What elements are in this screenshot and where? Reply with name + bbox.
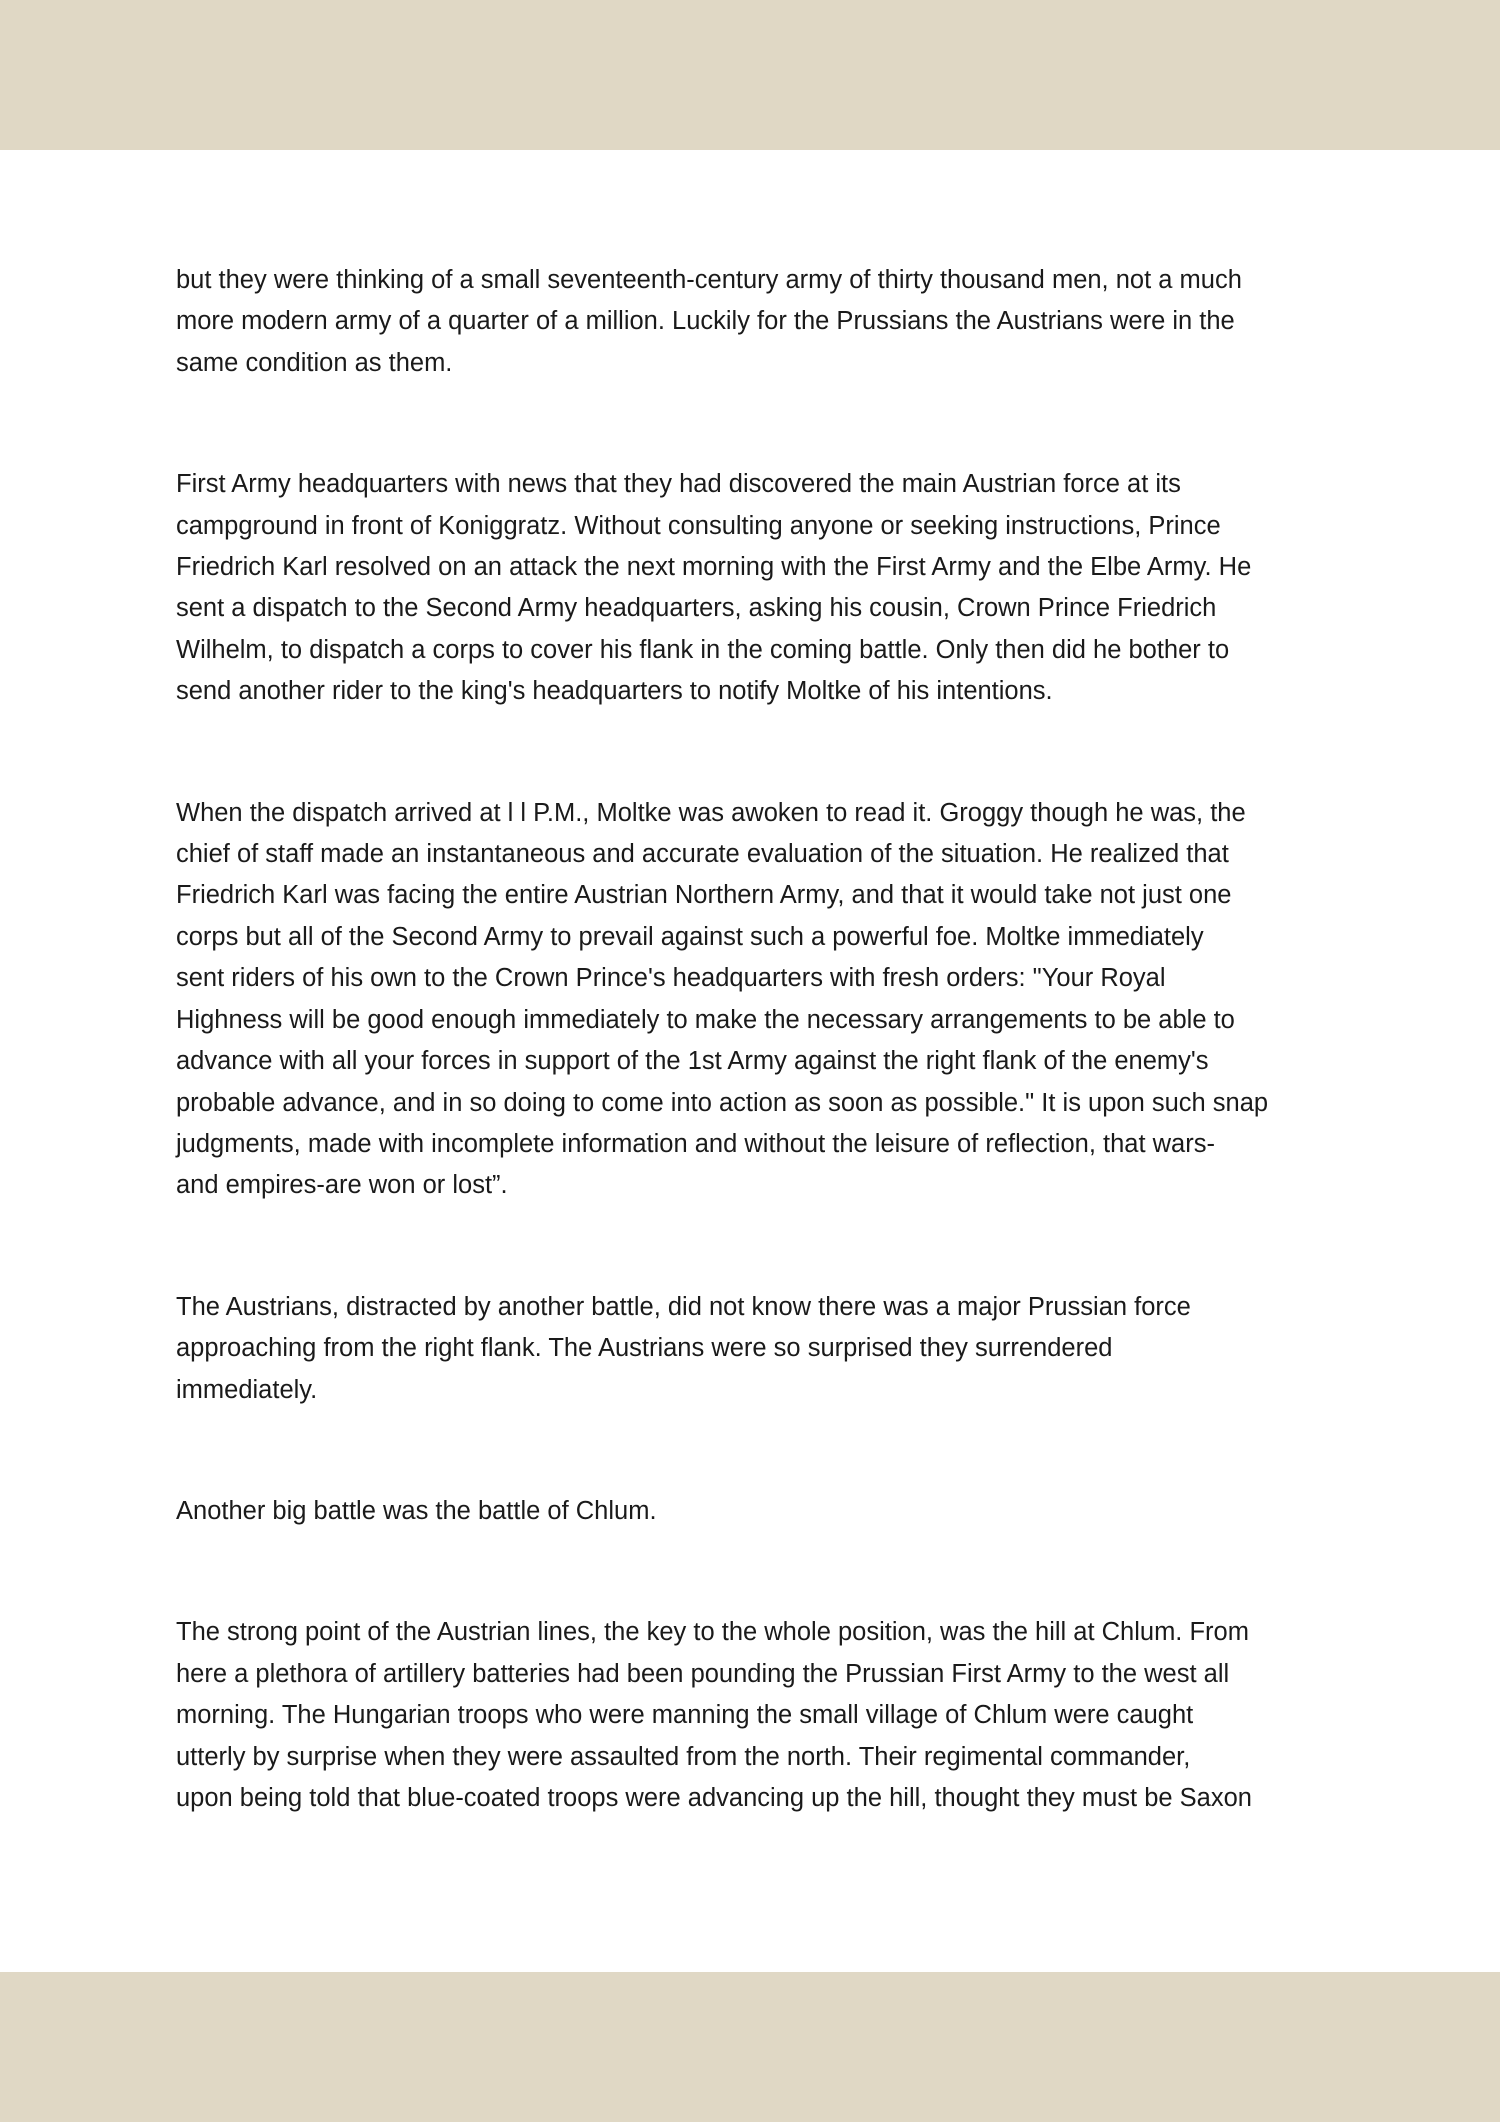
page-footer-band bbox=[0, 1972, 1500, 2122]
paragraph-4: The Austrians, distracted by another battle, did not know there was a major Prussian force approaching from the right flank. The Austrians were so surprised they surrendered immediately. bbox=[176, 1292, 1191, 1404]
document-body bbox=[176, 260, 1336, 1819]
paragraph-3: When the dispatch arrived at l l P.M., Moltke was awoken to read it. Groggy though he was, the chief of staff made an instantaneous and accurate evaluation of the situation. He realized that Friedrich Karl was facing the entire Austrian Northern Army, and that it would take not just one corps but all of the Second Army to prevail against such a powerful foe. Moltke immediately sent riders of his own to the Crown Prince's headquarters with fresh orders: "Your Royal Highness will be good enough immediately to make the necessary arrangements to be able to advance with all your forces in support of the 1st Army against the right flank of the enemy's probable advance, and in so doing to come into action as soon as possible." It is upon such snap judgments, made with incomplete information and without the leisure of reflection, that wars- and empires-are won or lost”. bbox=[176, 798, 1269, 1200]
paragraph-2: First Army headquarters with news that they had discovered the main Austrian force at its campground in front of Koniggratz. Without consulting anyone or seeking instructions, Prince Friedrich Karl resolved on an attack the next morning with the First Army and the Elbe Army. He sent a dispatch to the Second Army headquarters, asking his cousin, Crown Prince Friedrich Wilhelm, to dispatch a corps to cover his flank in the coming battle. Only then did he bother to send another rider to the king's headquarters to notify Moltke of his intentions. bbox=[176, 470, 1252, 706]
page-header-band bbox=[0, 0, 1500, 150]
paragraph-1: but they were thinking of a small seventeenth-century army of thirty thousand men, not a much more modern army of a quarter of a million. Luckily for the Prussians the Austrians were in the same condition as them. bbox=[176, 266, 1242, 377]
paragraph-5: Another big battle was the battle of Chlum. bbox=[176, 1496, 657, 1525]
paragraph-6: The strong point of the Austrian lines, the key to the whole position, was the hill at Chlum. From here a plethora of artillery batteries had been pounding the Prussian First Army to the west all morning. The Hungarian troops who were manning the small village of Chlum were caught utterly by surprise when they were assaulted from the north. Their regimental commander, upon being told that blue-coated troops were advancing up the hill, thought they must be Saxon bbox=[176, 1618, 1252, 1812]
